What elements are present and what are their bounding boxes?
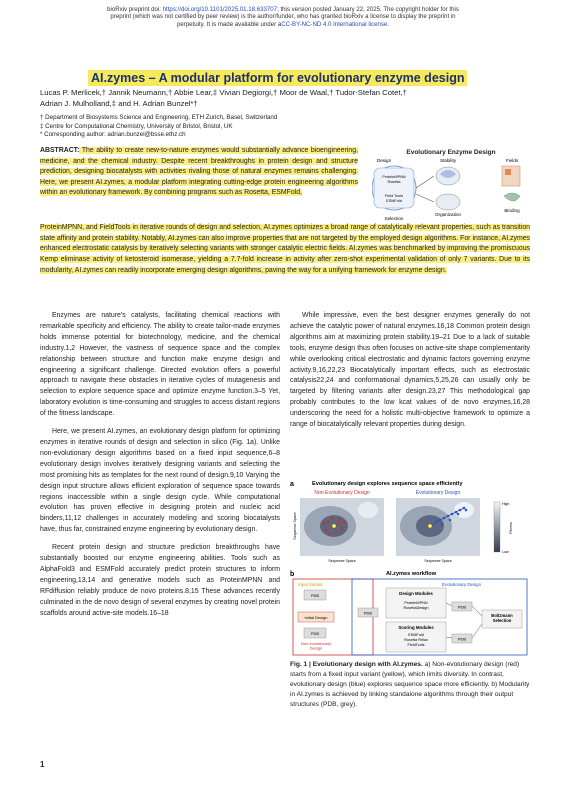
- colorbar: [494, 502, 500, 552]
- non-evo-title: Non-Evolutionary Design: [314, 490, 370, 496]
- banner-text: bioRxiv preprint doi:: [107, 6, 163, 13]
- non-evo-point: [339, 519, 342, 522]
- input-variant-point: [428, 524, 432, 528]
- paper-title: AI.zymes – A modular platform for evolutionary enzyme design: [88, 70, 467, 86]
- body-column-left: [40, 311, 280, 626]
- non-evo-point: [327, 521, 330, 524]
- panel-b-label: b: [290, 571, 295, 578]
- boltzmann-label: [491, 613, 513, 623]
- author-list: [40, 88, 530, 109]
- non-evo-point: [323, 523, 326, 526]
- evo-point: [455, 511, 458, 514]
- text-line: FieldTools: [407, 643, 425, 647]
- non-evo-point: [341, 527, 344, 530]
- license-link[interactable]: CC-BY-NC-ND 4.0 International license: [281, 20, 388, 28]
- evo-point: [443, 517, 446, 520]
- non-evo-point: [329, 533, 332, 536]
- evo-point: [465, 509, 468, 512]
- banner-text: ; this version posted January 22, 2025. The copyright holder for this: [277, 6, 459, 13]
- figure-1-caption: [290, 660, 530, 710]
- pdb-label: PDB: [363, 610, 373, 616]
- pdb-label: PDB: [310, 631, 320, 636]
- inner-label-esmfold: ESMFold: [386, 199, 402, 203]
- abstract-part-1: [40, 146, 358, 199]
- text-line: Boltzmann: [491, 613, 513, 618]
- text-line: Rosetta Relax: [404, 638, 428, 642]
- inner-label-rosetta: Rosetta: [387, 180, 401, 184]
- colorbar-title: Fitness: [509, 522, 513, 534]
- evo-point: [447, 515, 450, 518]
- non-evo-point: [331, 517, 334, 520]
- label-selection: Selection: [384, 216, 404, 221]
- evo-point: [441, 523, 444, 526]
- text-line: ESMFold: [408, 633, 424, 637]
- preprint-banner: [0, 6, 566, 28]
- affiliation-1: † Department of Biosystems Science and Engineering, ETH Zurich, Basel, Switzerland: [40, 114, 278, 121]
- body-column-right: [290, 311, 530, 438]
- label-stability: Stability: [439, 158, 457, 163]
- text-line: Design: [309, 645, 323, 651]
- label-design: Design: [376, 158, 392, 163]
- banner-text: perpetuity. It is made available under a: [176, 20, 282, 28]
- doi-link[interactable]: https://doi.org/10.1101/2025.01.18.633707: [162, 6, 278, 13]
- design-modules-title: Design Modules: [399, 591, 433, 596]
- panel-a-title: Evolutionary design explores sequence space efficiently: [312, 481, 463, 487]
- affiliation-2: ‡ Centre for Computational Chemistry, University of Bristol, Bristol, UK: [40, 122, 233, 130]
- landscape-peak: [358, 502, 378, 518]
- x-axis-label: Sequence Space: [424, 559, 452, 563]
- paragraph: Recent protein design and structure prediction breakthroughs have substantially boosted our enzyme engineering abilities. Tools such as AlphaFold3 and ESMFold accurately predict protein structures to inform engineering,13,14 and generative models such as ProteinMPNN and RFdiffusion reliably produce de novo proteins.8,15 These advances recently culminated in the de novo design of several enzymes by creating novel protein scaffolds around active-site models.16–18: [40, 544, 280, 617]
- evo-point: [439, 519, 442, 522]
- paragraph: Enzymes are nature's catalysts, facilitating chemical reactions with remarkable specificity and efficiency. The ability to create tailor-made enzymes holds immense potential for biotechnology, medicine, and the chemical industry.1,2 However, the vastness of sequence space and the complex relationship between structure and function make enzyme design and engineering a significant challenge. Directed evolution offers a powerful approach to navigate these obstacles in iterative cycles of mutagenesis and selection to explore sequence space and optimize enzyme function.3–5 Yet, laboratory evolution is time-consuming and struggles to access distant regions of the fitness landscape.: [40, 312, 280, 418]
- pdb-label: PDB: [310, 593, 320, 598]
- evo-point: [459, 509, 462, 512]
- inner-label-proteinmpnn: ProteinMPNN: [382, 175, 406, 179]
- evo-point: [457, 513, 460, 516]
- evolutionary-enzyme-design-figure: [372, 146, 530, 224]
- non-evo-label: [301, 641, 331, 651]
- colorbar-low: Low: [502, 550, 509, 554]
- connector-line: [416, 194, 434, 202]
- page-number: 1: [40, 760, 45, 769]
- figure-overview-title: Evolutionary Enzyme Design: [406, 149, 496, 156]
- non-evo-point: [337, 523, 340, 526]
- colorbar-high: High: [502, 502, 510, 506]
- field-icon-cell: [505, 169, 511, 175]
- evo-point: [463, 507, 466, 510]
- evolutionary-design-label: Evolutionary Design: [442, 582, 482, 587]
- input-variant-point: [332, 524, 336, 528]
- inner-label-fieldtools: Field Tools: [384, 194, 404, 198]
- evo-point: [449, 519, 452, 522]
- paragraph: Here, we present AI.zymes, an evolutionary design platform for optimizing enzymes in iterative rounds of design and selection in silico (Fig. 1a). Unlike non-evolutionary design algorithms based on a fixed input sequence,6–8 evolutionary design involves iteratively designing variants and selecting the most promising hits as templates for the next round of design.9,10 Varying the design input structure allows efficient exploration of sequence space towards regions inaccessible within a single design cycle. While computational evolution has proven effective in designing protein and nucleic acid binders,11,12 challenges in accurately modeling and scoring biocatalysts have, thus far, constrained enzyme engineering by evolutionary design.: [40, 428, 280, 534]
- organization-protein-icon: [436, 194, 460, 210]
- binding-icon: [504, 193, 520, 201]
- banner-text: .: [387, 20, 390, 28]
- scoring-modules-title: Scoring Modules: [398, 625, 434, 630]
- pdb-label: PDB: [457, 604, 467, 610]
- label-binding: Binding: [504, 208, 520, 213]
- y-axis-label: Sequence Space: [293, 512, 297, 540]
- authors-line-1: Lucas P. Merlicek,† Jannik Neumann,† Abbie Lear,‡ Vivian Degiorgi,† Moor de Waal,† Tudor-Stefan Cotet,†: [40, 88, 407, 97]
- label-organization: Organization: [434, 212, 462, 217]
- banner-line-2: preprint (which was not certified by peer review) is the author/funder, who has granted bioRxiv a license to display the preprint in: [110, 13, 456, 21]
- panel-a-label: a: [290, 481, 294, 488]
- abstract-part-2: [40, 223, 530, 277]
- pdb-label: PDB: [457, 636, 467, 642]
- label-fields: Fields: [505, 158, 519, 163]
- evo-point: [435, 521, 438, 524]
- text-line: RosettaDesign: [403, 606, 429, 610]
- non-evo-point: [343, 521, 346, 524]
- figure-1: [290, 478, 530, 658]
- abstract-text: The ability to create new-to-nature enzymes would substantially advance bioengineering, medicine, and the chemical industry. Despite recent breakthroughs in protein design and structure prediction, designing biocatalysts with activities rivaling those of natural enzymes remains challenging. Here, we present AI.zymes, a modular platform integrating cutting-edge protein engineering algorithms within an evolutionary framework. By combining programs such as Rosetta, ESMFold,: [40, 147, 358, 196]
- evo-point: [451, 513, 454, 516]
- abstract-text-wide: ProteinMPNN, and FieldTools in iterative rounds of design and selection, AI.zymes optimizes a broad range of catalytically relevant properties, such as transition state affinity and protein stability. Notably, AI.zymes can also improve properties that are not targeted by the employed design algorithms. For instance, AI.zymes enhanced electrostatic catalysis by iteratively selecting variants with stronger catalytic electric fields. AI.zymes was benchmarked by improving the promiscuous Kemp eliminase activity of ketosteroid isomerase, yielding a 7.7-fold increase in activity after zero-shot experimental validation of only 7 variants. Due to its modularity, AI.zymes can readily incorporate emerging design algorithms, paving the way for a unifying framework for enzyme design.: [40, 224, 530, 274]
- corresponding-author: * Corresponding author: adrian.bunzel@bsse.ethz.ch: [40, 131, 186, 139]
- text-line: Selection: [492, 618, 512, 623]
- caption-text: a) Non-evolutionary design (red) starts from a fixed input variant (yellow), which limits diversity. In contrast, evolutionary design (blue) explores sequence space more efficiently. b) Modularity in AI.zymes is achieved by linking standalone algorithms through their output structures (PDB, grey).: [290, 661, 530, 708]
- abstract-label: ABSTRACT:: [40, 147, 80, 154]
- affiliations: [40, 114, 277, 140]
- connector-line: [416, 176, 434, 188]
- x-axis-label: Sequence Space: [328, 559, 356, 563]
- caption-label: Fig. 1 | Evolutionary design with AI.zymes.: [290, 661, 423, 668]
- panel-b-title: AI.zymes workflow: [386, 571, 437, 577]
- landscape-peak: [454, 502, 474, 518]
- text-line: ProteinMPNN: [404, 601, 428, 605]
- evo-title: Evolutionary Design: [415, 490, 461, 496]
- paragraph: While impressive, even the best designer enzymes generally do not achieve the catalytic power of natural enzymes.16,18 Common protein design algorithms aim at maximizing protein stability.19–21 Due to a lack of suitable tools, enzyme design thus often focuses on active-site shape complementarity while overlooking critical electrostatic and dynamic factors governing enzyme activity.9,16,22,23 Biocatalytically important effects, such as electrostatic catalysis22,24 and conformational dynamics,5,25,26 can usually only be targeted by filtering variants after design.23,27 This methodological gap probably contributes to the low kcat values of de novo enzymes,16,28 underscoring the need for a holistic multi-objective framework to optimize a range of biocatalytically relevant properties during design.: [290, 312, 530, 429]
- non-evo-point: [335, 531, 338, 534]
- design-modules-items: [404, 601, 429, 610]
- text-line: Non-evolutionary: [300, 641, 332, 646]
- authors-line-2: Adrian J. Mulholland,‡ and H. Adrian Bunzel*†: [40, 98, 198, 108]
- input-variant-label: Input Variant: [298, 582, 323, 587]
- non-evo-point: [325, 529, 328, 532]
- initial-design-label: Initial Design: [304, 615, 328, 620]
